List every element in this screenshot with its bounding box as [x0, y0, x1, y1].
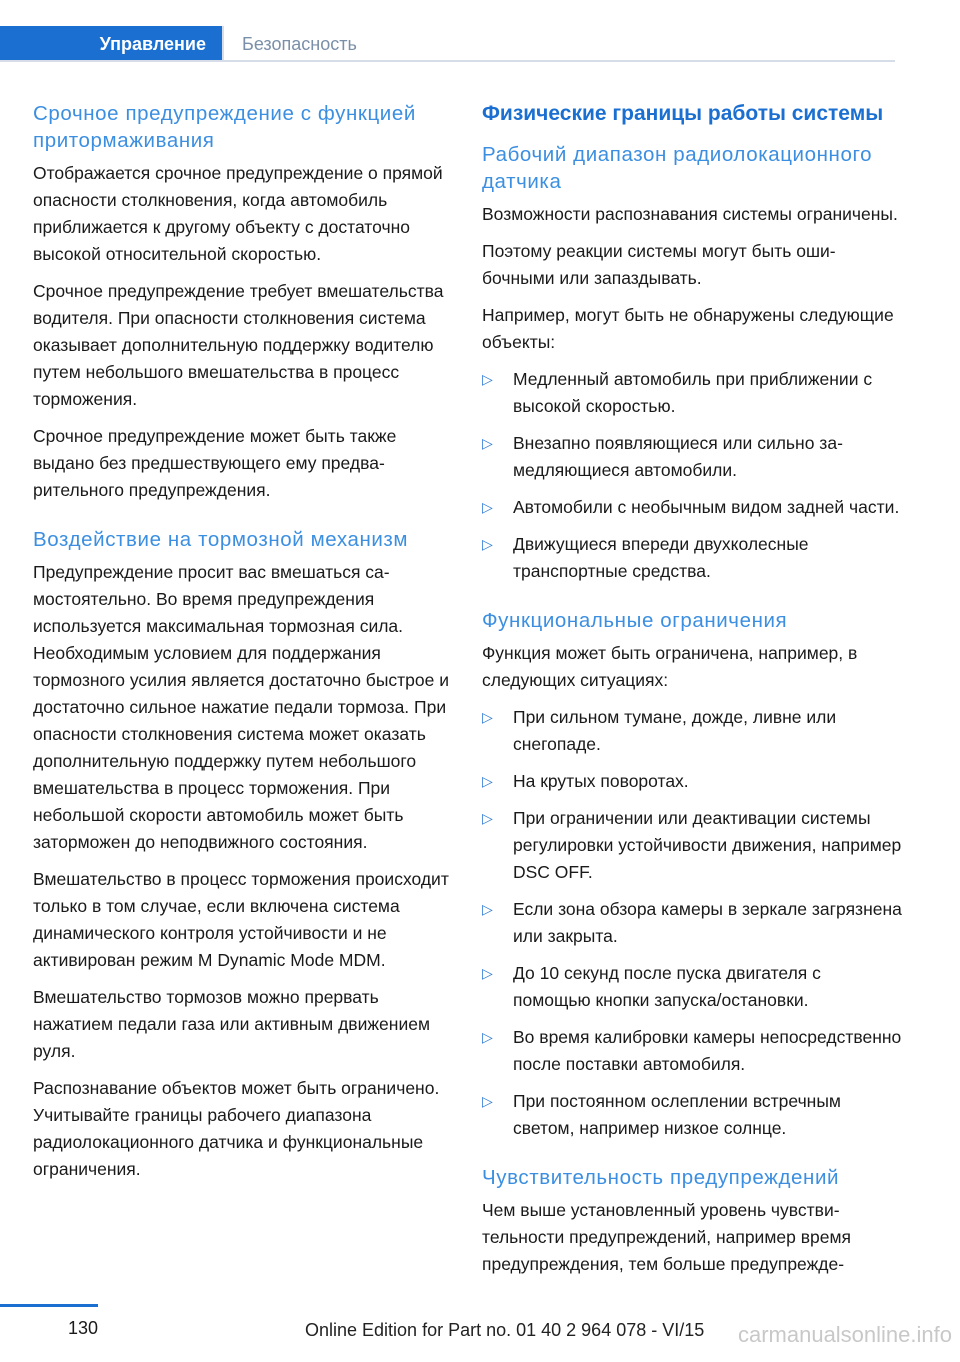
list-item: ▷ При сильном тумане, дожде, ливне или снегопаде.	[482, 704, 902, 758]
list-item: ▷ Если зона обзора камеры в зеркале загрязнена или закрыта.	[482, 896, 902, 950]
triangle-bullet-icon: ▷	[482, 965, 493, 981]
paragraph: Поэтому реакции системы могут быть ошибочными или запаздывать.	[482, 241, 836, 288]
right-column	[482, 100, 902, 1288]
list-item: ▷ Внезапно появляющиеся или сильно замедляющиеся автомобили.	[482, 430, 902, 484]
paragraph: Функция может быть ограничена, например, в следующих ситуациях:	[482, 643, 858, 690]
list-item: ▷ Движущиеся впереди двухколесные транспортные средства.	[482, 531, 902, 585]
list-item: ▷ Автомобили с необычным видом задней части.	[482, 494, 902, 521]
triangle-bullet-icon: ▷	[482, 435, 493, 451]
triangle-bullet-icon: ▷	[482, 499, 493, 515]
list-item: ▷ При ограничении или деактивации системы регулировки устойчивости движения, например DSC OFF.	[482, 805, 902, 886]
triangle-bullet-icon: ▷	[482, 371, 493, 387]
paragraph: Например, могут быть не обнаружены следующие объекты:	[482, 305, 894, 352]
paragraph: Вмешательство тормозов можно прервать нажатием педали газа или активным движением руля.	[33, 987, 430, 1061]
tab-control[interactable]: Управление	[0, 26, 222, 62]
section-function-limits	[482, 607, 902, 1142]
section-title: Срочное предупреждение с функцией притормаживания	[33, 102, 416, 152]
triangle-bullet-icon: ▷	[482, 1093, 493, 1109]
watermark: carmanualsonline.info	[737, 1322, 952, 1347]
list-item: ▷ Во время калибровки камеры непосредственно после поставки автомобиля.	[482, 1024, 902, 1078]
paragraph: Предупреждение просит вас вмешаться самостоятельно. Во время предупреждения используется максимальная тормозная сила. Необходимым условием для поддержания тормозного усилия является достаточно быстрое и достаточно сильное нажатие педали тормоза. При опасности столкновения система может оказать дополнительную поддержку путем небольшого вмешательства в процесс торможения. При небольшой скорости автомобиль может быть заторможен до неподвижного состояния.	[33, 562, 449, 852]
list-item: ▷ При постоянном ослеплении встречным светом, например низкое солнце.	[482, 1088, 902, 1142]
paragraph: Распознавание объектов может быть ограничено. Учитывайте границы рабочего диапазона радиолокационного датчика и функциональные ограничения.	[33, 1078, 440, 1179]
list-item: ▷ До 10 секунд после пуска двигателя с помощью кнопки запуска/остановки.	[482, 960, 902, 1014]
paragraph: Отображается срочное предупреждение о прямой опасности столкновения, когда автомобиль приближается к другому объекту с достаточно высокой относительной скоростью.	[33, 163, 443, 264]
bullet-list	[482, 704, 902, 1142]
section-title: Функциональные ограничения	[482, 609, 788, 632]
paragraph: Срочное предупреждение может быть также выдано без предшествующего ему предварительного предупреждения.	[33, 426, 397, 500]
tab-safety[interactable]: Безопасность	[242, 34, 357, 54]
triangle-bullet-icon: ▷	[482, 536, 493, 552]
triangle-bullet-icon: ▷	[482, 901, 493, 917]
page-footer	[0, 1298, 960, 1362]
section-title: Чувствительность предупреждений	[482, 1166, 840, 1189]
page-number: 130	[67, 1318, 98, 1338]
edition-info: Online Edition for Part no. 01 40 2 964 078 - VI/15	[305, 1320, 705, 1340]
triangle-bullet-icon: ▷	[482, 810, 493, 826]
header-rule	[0, 60, 895, 62]
section-radar-range	[482, 141, 902, 585]
paragraph: Вмешательство в процесс торможения происходит только в том случае, если включена система динамического контроля устойчивости и не активирован режим M Dynamic Mode MDM.	[33, 869, 449, 970]
triangle-bullet-icon: ▷	[482, 773, 493, 789]
section-title: Рабочий диапазон радиолокационного датчика	[482, 143, 873, 193]
paragraph: Возможности распознавания системы ограничены.	[482, 204, 898, 224]
main-section-title: Физические границы работы системы	[482, 102, 884, 125]
paragraph: Срочное предупреждение требует вмешательства водителя. При опасности столкновения система оказывает дополнительную поддержку водителю путем небольшого вмешательства в процесс торможения.	[33, 281, 444, 409]
section-brake-intervention	[33, 526, 453, 1183]
bullet-list	[482, 366, 902, 585]
page-header	[0, 26, 895, 62]
triangle-bullet-icon: ▷	[482, 709, 493, 725]
triangle-bullet-icon: ▷	[482, 1029, 493, 1045]
paragraph: Чем выше установленный уровень чувствительности предупреждений, например время предупреждения, тем больше предупрежде-	[482, 1200, 851, 1274]
list-item: ▷ Медленный автомобиль при приближении с высокой скоростью.	[482, 366, 902, 420]
footer-rule	[0, 1304, 98, 1307]
tab-separator	[222, 26, 224, 62]
section-emergency-warning	[33, 100, 453, 504]
section-title: Воздействие на тормозной механизм	[33, 528, 409, 551]
left-column	[33, 100, 453, 1193]
section-warning-sensitivity	[482, 1164, 902, 1278]
list-item: ▷ На крутых поворотах.	[482, 768, 902, 795]
